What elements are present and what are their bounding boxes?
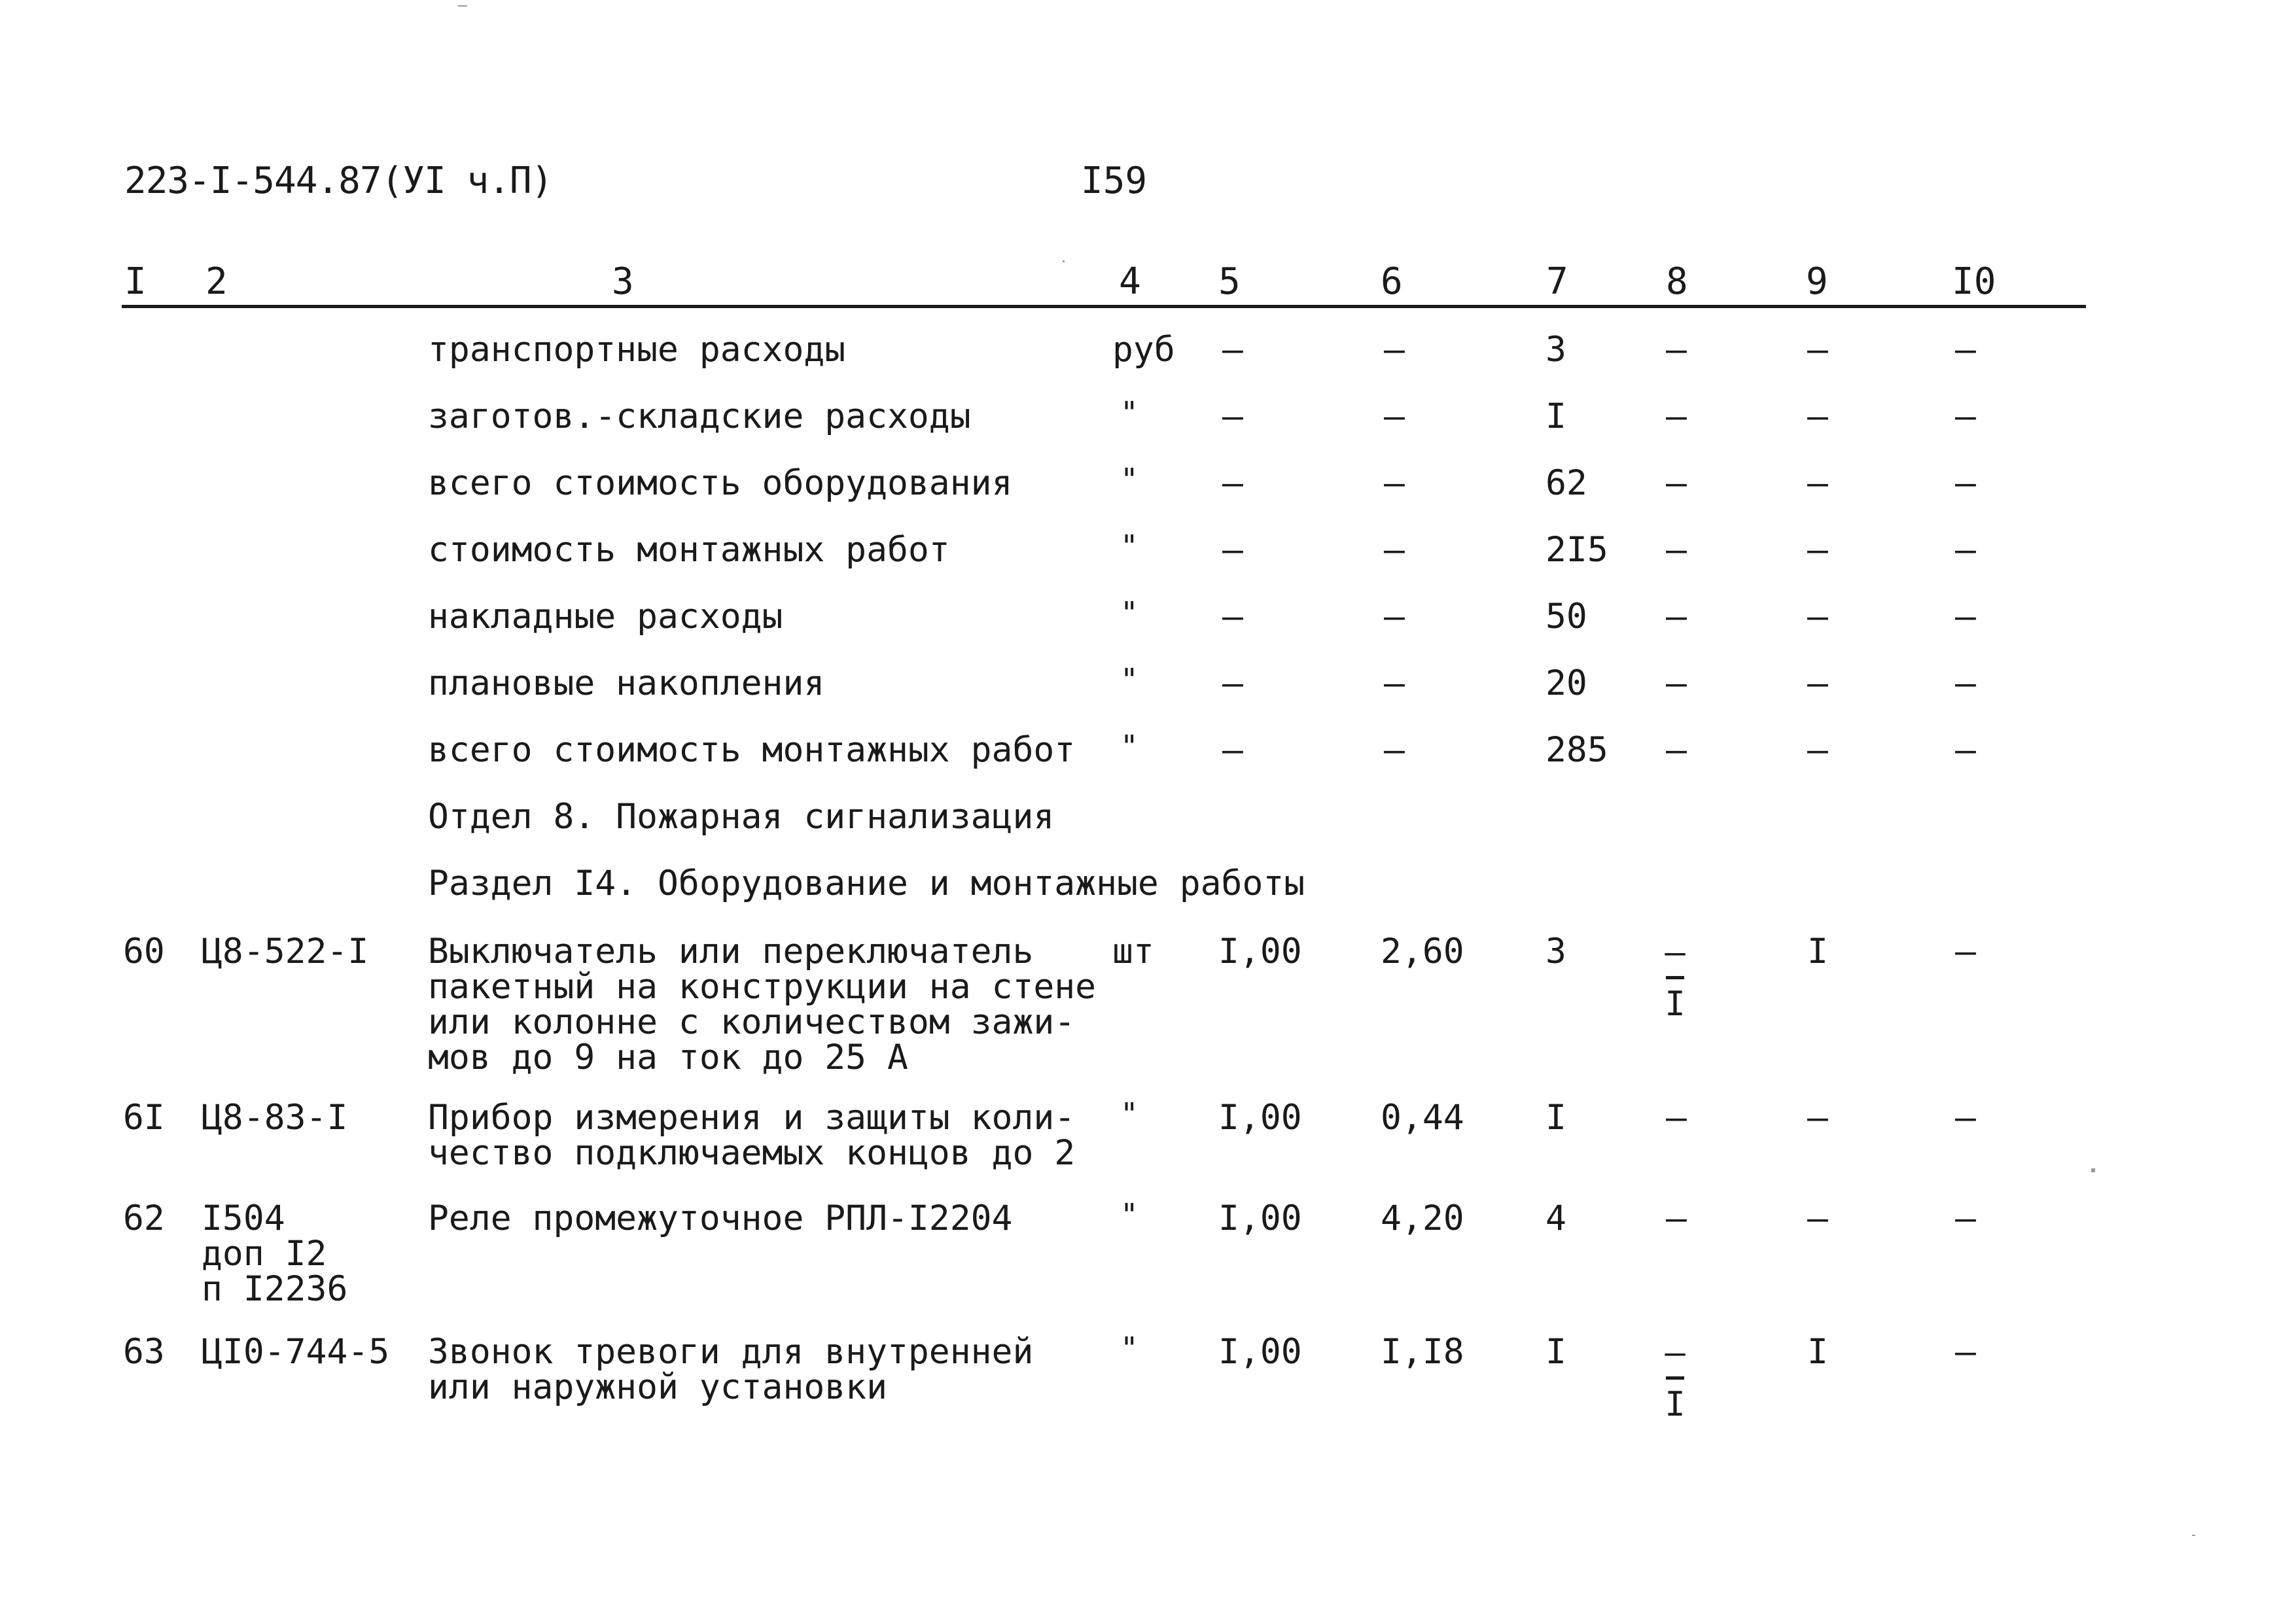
cost-unit: руб: [1112, 330, 1175, 370]
cost-col5: –: [1222, 530, 1243, 570]
cost-name: транспортные расходы: [428, 330, 846, 370]
cost-col9: –: [1807, 663, 1828, 703]
cost-col5: –: [1222, 463, 1243, 503]
item-col8-fraction: [1662, 933, 1688, 1024]
column-header-6: 6: [1381, 260, 1403, 303]
item-code: ЦI0-744-5: [202, 1332, 390, 1372]
cost-col6: –: [1384, 597, 1405, 637]
item-col10: –: [1955, 1332, 1976, 1372]
item-col5: I,00: [1218, 932, 1302, 971]
fraction-bar: [1666, 976, 1684, 979]
column-header-4: 4: [1119, 260, 1141, 303]
cost-col7: 285: [1545, 730, 1608, 770]
item-col6: 0,44: [1381, 1098, 1464, 1138]
cost-col9: –: [1807, 530, 1828, 570]
item-col8: –: [1666, 1198, 1687, 1238]
item-col7: I: [1545, 1098, 1566, 1138]
cost-col8: –: [1666, 597, 1687, 637]
item-code: I504: [202, 1198, 285, 1238]
cost-col5: –: [1222, 663, 1243, 703]
item-col10: –: [1955, 932, 1976, 971]
cost-name: всего стоимость монтажных работ: [428, 730, 1076, 770]
item-col8: –: [1666, 1098, 1687, 1138]
item-name-line: Звонок тревоги для внутренней: [428, 1332, 1034, 1372]
scan-speck: [458, 5, 467, 7]
cost-col7: I: [1545, 396, 1566, 436]
item-code: Ц8-522-I: [202, 932, 369, 971]
cost-col10: –: [1955, 396, 1976, 436]
item-col8-fraction: [1662, 1333, 1688, 1424]
cost-name: заготов.-складские расходы: [428, 396, 971, 436]
department-title: Отдел 8. Пожарная сигнализация: [428, 797, 1055, 837]
cost-col5: –: [1222, 597, 1243, 637]
cost-col10: –: [1955, 597, 1976, 637]
cost-col8: –: [1666, 463, 1687, 503]
item-col5: I,00: [1218, 1098, 1302, 1138]
cost-col8: –: [1666, 730, 1687, 770]
cost-name: плановые накопления: [428, 663, 825, 703]
item-col5: I,00: [1218, 1332, 1302, 1372]
item-col6: 4,20: [1381, 1198, 1464, 1238]
cost-col9: –: [1807, 330, 1828, 370]
item-col10: –: [1955, 1198, 1976, 1238]
item-number: 62: [123, 1198, 165, 1238]
item-unit: ": [1120, 1197, 1139, 1232]
cost-col8: –: [1666, 396, 1687, 436]
cost-col10: –: [1955, 463, 1976, 503]
item-col7: 4: [1545, 1198, 1566, 1238]
column-header-7: 7: [1546, 260, 1568, 303]
cost-col7: 3: [1545, 330, 1566, 370]
item-code: Ц8-83-I: [202, 1098, 348, 1138]
cost-col8: –: [1666, 663, 1687, 703]
item-col6: I,I8: [1381, 1332, 1464, 1372]
cost-col9: –: [1807, 597, 1828, 637]
cost-col9: –: [1807, 463, 1828, 503]
cost-unit: ": [1120, 729, 1139, 764]
cost-col5: –: [1222, 730, 1243, 770]
item-col5: I,00: [1218, 1198, 1302, 1238]
cost-col7: 62: [1545, 463, 1587, 503]
cost-col6: –: [1384, 463, 1405, 503]
item-col7: 3: [1545, 932, 1566, 971]
fraction-bar: [1666, 1376, 1684, 1380]
cost-unit: ": [1120, 529, 1139, 564]
item-col9: –: [1807, 1098, 1828, 1138]
cost-col9: –: [1807, 396, 1828, 436]
cost-col7: 20: [1545, 663, 1587, 703]
column-header-5: 5: [1218, 260, 1241, 303]
item-name-line: мов до 9 на ток до 25 А: [428, 1038, 908, 1077]
item-number: 63: [123, 1332, 165, 1372]
cost-unit: ": [1120, 595, 1139, 631]
column-header-8: 8: [1666, 260, 1688, 303]
scan-speck: [2192, 1535, 2195, 1536]
cost-col6: –: [1384, 530, 1405, 570]
item-unit: шт: [1112, 932, 1154, 971]
item-col10: –: [1955, 1098, 1976, 1138]
item-col7: I: [1545, 1332, 1566, 1372]
cost-unit: ": [1120, 462, 1139, 497]
item-unit: ": [1120, 1096, 1139, 1132]
cost-name: накладные расходы: [428, 597, 783, 637]
cost-col5: –: [1222, 330, 1243, 370]
document-code: 223-I-544.87(УI ч.П): [124, 160, 553, 202]
item-col6: 2,60: [1381, 932, 1464, 971]
cost-col8: –: [1666, 530, 1687, 570]
cost-name: всего стоимость оборудования: [428, 463, 1013, 503]
cost-name: стоимость монтажных работ: [428, 530, 950, 570]
item-number: 60: [123, 932, 165, 971]
cost-col6: –: [1384, 663, 1405, 703]
cost-col5: –: [1222, 396, 1243, 436]
scan-speck: [1063, 260, 1065, 262]
column-header-10: I0: [1952, 260, 1996, 303]
fraction-denominator: I: [1665, 1385, 1686, 1424]
item-name-line: Выключатель или переключатель: [428, 932, 1034, 971]
item-code: доп I2: [202, 1234, 327, 1274]
item-unit: ": [1120, 1331, 1139, 1366]
cost-col6: –: [1384, 396, 1405, 436]
fraction-numerator: –: [1665, 933, 1686, 972]
item-name-line: Прибор измерения и защиты коли-: [428, 1098, 1076, 1138]
item-number: 6I: [123, 1098, 165, 1138]
item-code: п I2236: [202, 1269, 348, 1309]
item-col9: I: [1807, 932, 1828, 971]
cost-col7: 2I5: [1545, 530, 1608, 570]
cost-col7: 50: [1545, 597, 1587, 637]
section-title: Раздел I4. Оборудование и монтажные работы: [428, 864, 1305, 903]
cost-col10: –: [1955, 530, 1976, 570]
cost-col9: –: [1807, 730, 1828, 770]
scan-speck: [2091, 1168, 2095, 1172]
cost-col8: –: [1666, 330, 1687, 370]
item-name-line: или колонне с количеством зажи-: [428, 1002, 1076, 1042]
cost-unit: ": [1120, 662, 1139, 697]
header-rule: [122, 305, 2086, 308]
item-name-line: пакетный на конструкции на стене: [428, 967, 1097, 1007]
cost-col10: –: [1955, 663, 1976, 703]
item-col9: –: [1807, 1198, 1828, 1238]
cost-col6: –: [1384, 730, 1405, 770]
fraction-numerator: –: [1665, 1333, 1686, 1372]
item-name-line: или наружной установки: [428, 1367, 887, 1407]
fraction-denominator: I: [1665, 985, 1686, 1024]
cost-unit: ": [1120, 395, 1139, 430]
column-header-9: 9: [1806, 260, 1828, 303]
cost-col10: –: [1955, 730, 1976, 770]
cost-col6: –: [1384, 330, 1405, 370]
item-name-line: Реле промежуточное РПЛ-I2204: [428, 1198, 1013, 1238]
cost-col10: –: [1955, 330, 1976, 370]
column-header-3: 3: [612, 260, 634, 303]
column-header-1: I: [124, 260, 147, 303]
column-header-2: 2: [205, 260, 228, 303]
item-name-line: чество подключаемых концов до 2: [428, 1133, 1076, 1173]
page-number: I59: [1081, 160, 1148, 202]
item-col9: I: [1807, 1332, 1828, 1372]
